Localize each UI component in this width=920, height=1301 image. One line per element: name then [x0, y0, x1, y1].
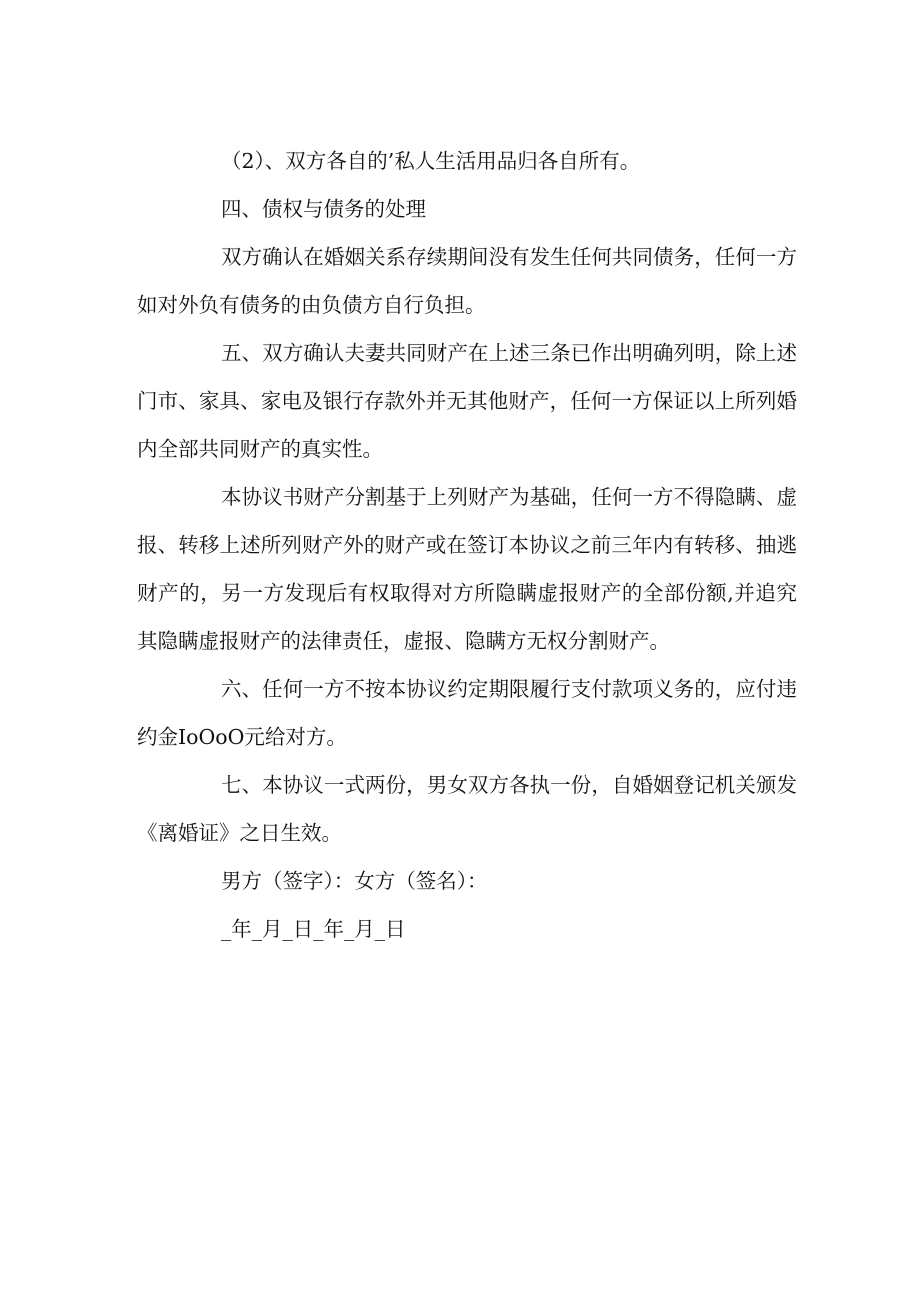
paragraph-penalty: 六、任何一方不按本协议约定期限履行支付款项义务的，应付违约金IoOoO元给对方。 [137, 677, 797, 749]
signature-line: 男方（签字）：女方（签名）： [221, 869, 488, 893]
paragraph-joint-property: 五、双方确认夫妻共同财产在上述三条已作出明确列明，除上述门市、家具、家电及银行存款外并无其他财产，任何一方保证以上所列婚内全部共同财产的真实性。 [137, 341, 797, 461]
date-line: _年_月_日_年_月_日 [221, 917, 406, 941]
document-page [137, 137, 797, 953]
paragraph-effective-date: 七、本协议一式两份，男女双方各执一份，自婚姻登记机关颁发《离婚证》之日生效。 [137, 773, 797, 845]
paragraph-property-division: 本协议书财产分割基于上列财产为基础，任何一方不得隐瞒、虚报、转移上述所列财产外的财产或在签订本协议之前三年内有转移、抽逃财产的，另一方发现后有权取得对方所隐瞒虚报财产的全部份额,并追究其隐瞒虚报财产的法律责任，虚报、隐瞒方无权分割财产。 [137, 485, 797, 653]
section-heading-debts: 四、债权与债务的处理 [221, 197, 426, 221]
paragraph-personal-items: （2）、双方各自的’私人生活用品归各自所有。 [221, 149, 641, 173]
paragraph-debts: 双方确认在婚姻关系存续期间没有发生任何共同债务，任何一方如对外负有债务的由负债方自行负担。 [137, 245, 797, 317]
